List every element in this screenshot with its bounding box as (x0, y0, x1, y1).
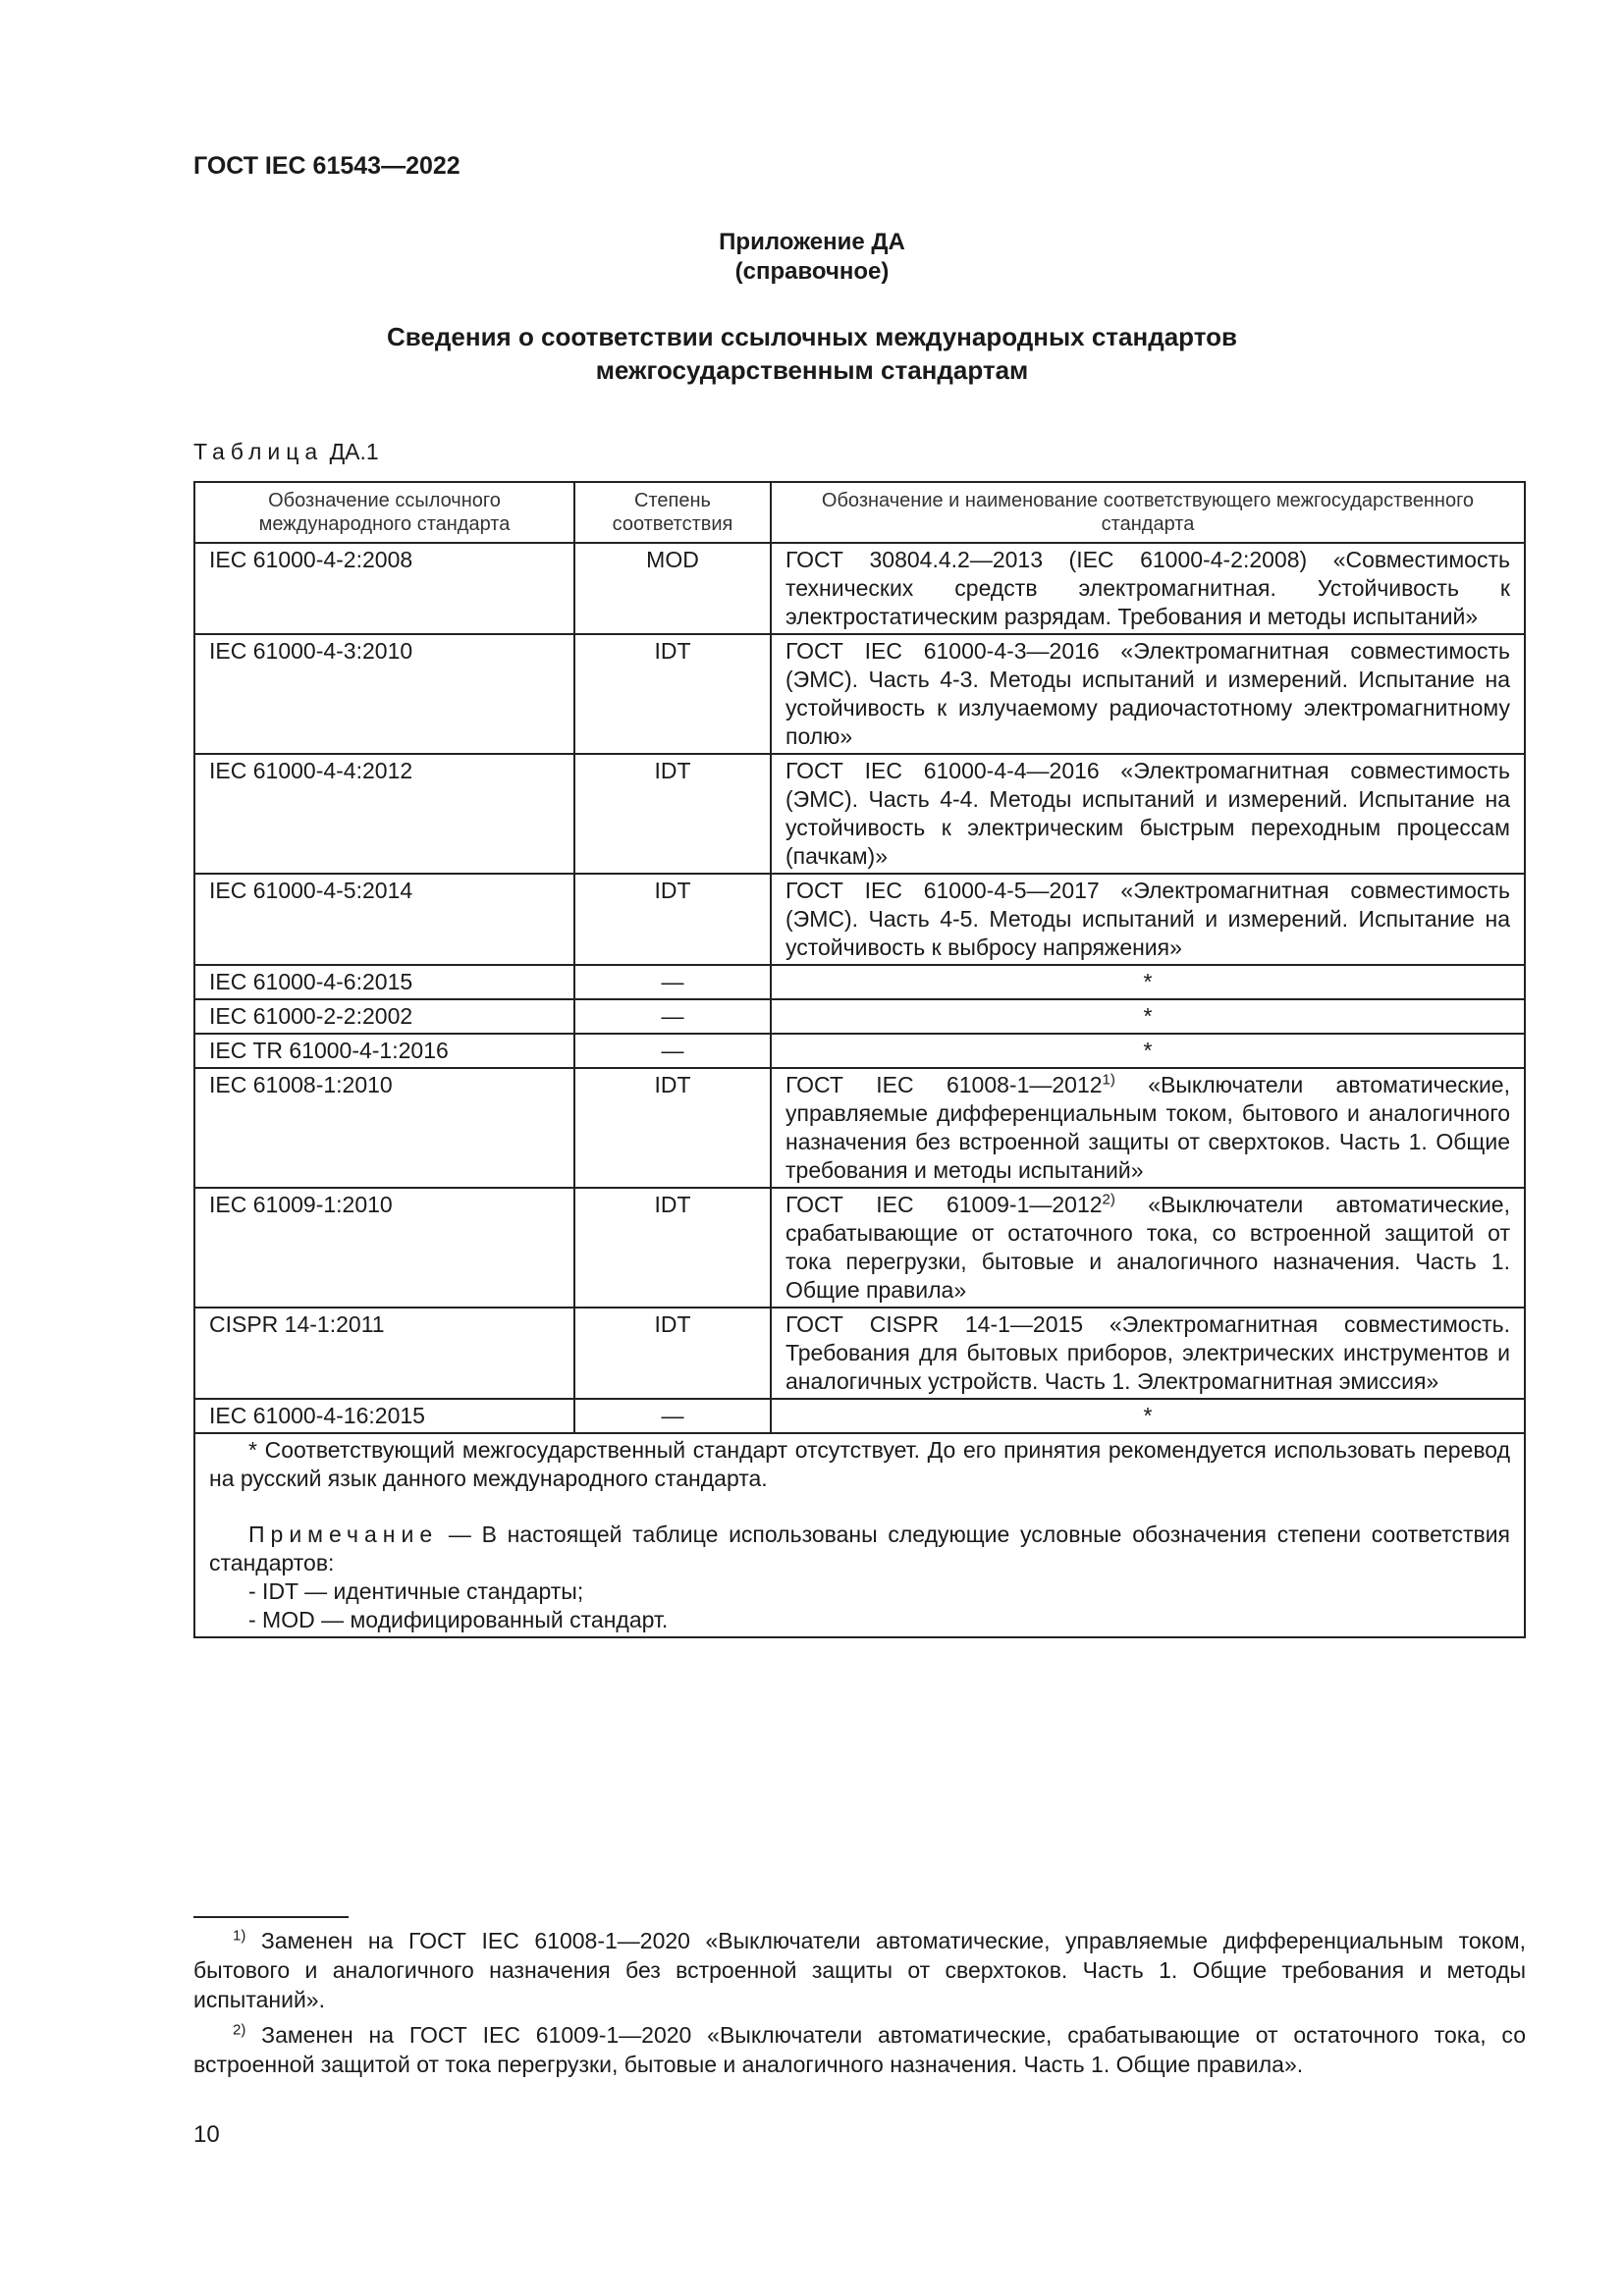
cell-interstate-standard (771, 543, 1525, 634)
table-row (194, 1034, 1525, 1068)
page-footnote-1 (193, 1926, 1526, 2014)
cell-degree: IDT (574, 874, 771, 965)
cell-ref-standard: IEC 61008-1:2010 (194, 1068, 574, 1188)
cell-interstate-standard (771, 874, 1525, 965)
cell-interstate-standard (771, 1068, 1525, 1188)
cell-ref-standard: IEC 61000-2-2:2002 (194, 999, 574, 1034)
table-footer-notes (194, 1433, 1525, 1637)
cell-ref-standard: IEC 61000-4-16:2015 (194, 1399, 574, 1433)
cell-degree: MOD (574, 543, 771, 634)
cell-degree: — (574, 999, 771, 1034)
cell-gost-text: * (1143, 1403, 1153, 1428)
cell-gost-text-tail: «Выключатели автоматические, срабатывающие от остаточного тока, со встроенной защитой от тока перегрузки, бытовые и аналогичного назначения. Часть 1. Общие правила» (785, 1192, 1510, 1303)
footnote-1-text: Заменен на ГОСТ IEC 61008-1—2020 «Выключатели автоматические, управляемые дифференциальным током, бытового и аналогичного назначения без встроенной защиты от сверхтоков. Часть 1. Общие требования и методы испытаний». (193, 1928, 1526, 2012)
table-row (194, 965, 1525, 999)
cell-degree: — (574, 965, 771, 999)
cell-ref-standard: IEC 61009-1:2010 (194, 1188, 574, 1308)
header-ref-standard: Обозначение ссылочного международного стандарта (194, 482, 574, 543)
cell-ref-standard: IEC 61000-4-2:2008 (194, 543, 574, 634)
footnote-separator (193, 1916, 349, 1918)
cell-ref-standard: IEC 61000-4-5:2014 (194, 874, 574, 965)
table-caption-word: Таблица (193, 439, 324, 464)
annex-kind: (справочное) (734, 258, 890, 285)
annex-title: Приложение ДА (719, 229, 905, 255)
page-footnote-2 (193, 2020, 1526, 2079)
cell-interstate-standard (771, 1308, 1525, 1399)
cell-ref-standard: IEC 61000-4-4:2012 (194, 754, 574, 874)
cell-ref-standard: IEC 61000-4-3:2010 (194, 634, 574, 754)
footnote-2-mark: 2) (233, 2021, 246, 2039)
table-row (194, 543, 1525, 634)
cell-degree: — (574, 1034, 771, 1068)
cell-interstate-standard (771, 754, 1525, 874)
note-label: Примечание (248, 1522, 439, 1547)
cell-ref-standard: CISPR 14-1:2011 (194, 1308, 574, 1399)
cell-gost-text: * (1143, 1003, 1153, 1029)
star-footnote: * Соответствующий межгосударственный стандарт отсутствует. До его принятия рекомендуется использовать перевод на русский язык данного международного стандарта. (209, 1437, 1510, 1491)
cell-degree: IDT (574, 754, 771, 874)
table-row (194, 874, 1525, 965)
cell-interstate-standard (771, 999, 1525, 1034)
footnote-1-mark: 1) (233, 1927, 246, 1945)
table-header-row (194, 482, 1525, 543)
cell-gost-text: ГОСТ IEC 61000-4-4—2016 «Электромагнитная совместимость (ЭМС). Часть 4-4. Методы испытаний и измерений. Испытание на устойчивость к электрическим быстрым переходным процессам (пачкам)» (785, 758, 1510, 869)
footnote-ref-mark: 2) (1102, 1191, 1115, 1208)
page-number: 10 (193, 2121, 220, 2148)
cell-degree: IDT (574, 1188, 771, 1308)
cell-interstate-standard (771, 1034, 1525, 1068)
cell-degree: IDT (574, 1308, 771, 1399)
cell-gost-text: ГОСТ CISPR 14-1—2015 «Электромагнитная совместимость. Требования для бытовых приборов, электрических инструментов и аналогичных устройств. Часть 1. Электромагнитная эмиссия» (785, 1311, 1510, 1394)
annex-heading-line-2: межгосударственным стандартам (595, 355, 1029, 385)
table-caption-number: ДА.1 (329, 439, 379, 464)
cell-gost-text: ГОСТ 30804.4.2—2013 (IEC 61000-4-2:2008) «Совместимость технических средств электромагнитная. Устойчивость к электростатическим разрядам. Требования и методы испытаний» (785, 547, 1510, 629)
cell-gost-text: ГОСТ IEC 61008-1—2012 (785, 1072, 1103, 1097)
table-note (209, 1521, 1510, 1577)
table-row (194, 754, 1525, 874)
table-row (194, 1188, 1525, 1308)
correspondence-table (193, 481, 1526, 1638)
cell-degree: IDT (574, 634, 771, 754)
cell-gost-text: ГОСТ IEC 61000-4-3—2016 «Электромагнитная совместимость (ЭМС). Часть 4-3. Методы испытаний и измерений. Испытание на устойчивость к излучаемому радиочастотному электромагнитному полю» (785, 638, 1510, 749)
cell-gost-text: * (1143, 1038, 1153, 1063)
table-caption (193, 439, 379, 465)
cell-gost-text-tail: «Выключатели автоматические, управляемые дифференциальным током, бытового и аналогичного назначения без встроенной защиты от сверхтоков. Часть 1. Общие требования и методы испытаний» (785, 1072, 1510, 1183)
note-text: — В настоящей таблице использованы следующие условные обозначения степени соответствия стандартов: (209, 1522, 1510, 1575)
table-row (194, 999, 1525, 1034)
cell-gost-text: * (1143, 969, 1153, 994)
cell-degree: IDT (574, 1068, 771, 1188)
table-row (194, 1068, 1525, 1188)
footnote-2-text: Заменен на ГОСТ IEC 61009-1—2020 «Выключатели автоматические, срабатывающие от остаточного тока, со встроенной защитой от тока перегрузки, бытовые и аналогичного назначения. Часть 1. Общие правила». (193, 2022, 1526, 2077)
cell-interstate-standard (771, 1188, 1525, 1308)
footnote-ref-mark: 1) (1102, 1071, 1115, 1089)
header-interstate-standard: Обозначение и наименование соответствующего межгосударственного стандарта (771, 482, 1525, 543)
header-degree: Степень соответствия (574, 482, 771, 543)
cell-interstate-standard (771, 634, 1525, 754)
table-row (194, 1308, 1525, 1399)
cell-gost-text: ГОСТ IEC 61009-1—2012 (785, 1192, 1103, 1217)
cell-ref-standard: IEC 61000-4-6:2015 (194, 965, 574, 999)
cell-degree: — (574, 1399, 771, 1433)
table-row (194, 634, 1525, 754)
note-item-mod: - MOD — модифицированный стандарт. (248, 1607, 669, 1632)
note-item-idt: - IDT — идентичные стандарты; (248, 1578, 584, 1604)
cell-interstate-standard (771, 1399, 1525, 1433)
table-footer-row (194, 1433, 1525, 1637)
table-row (194, 1399, 1525, 1433)
document-code-header: ГОСТ IEC 61543—2022 (193, 152, 460, 180)
annex-heading-line-1: Сведения о соответствии ссылочных международных стандартов (387, 322, 1237, 351)
cell-interstate-standard (771, 965, 1525, 999)
cell-ref-standard: IEC TR 61000-4-1:2016 (194, 1034, 574, 1068)
cell-gost-text: ГОСТ IEC 61000-4-5—2017 «Электромагнитная совместимость (ЭМС). Часть 4-5. Методы испытаний и измерений. Испытание на устойчивость к выбросу напряжения» (785, 878, 1510, 960)
